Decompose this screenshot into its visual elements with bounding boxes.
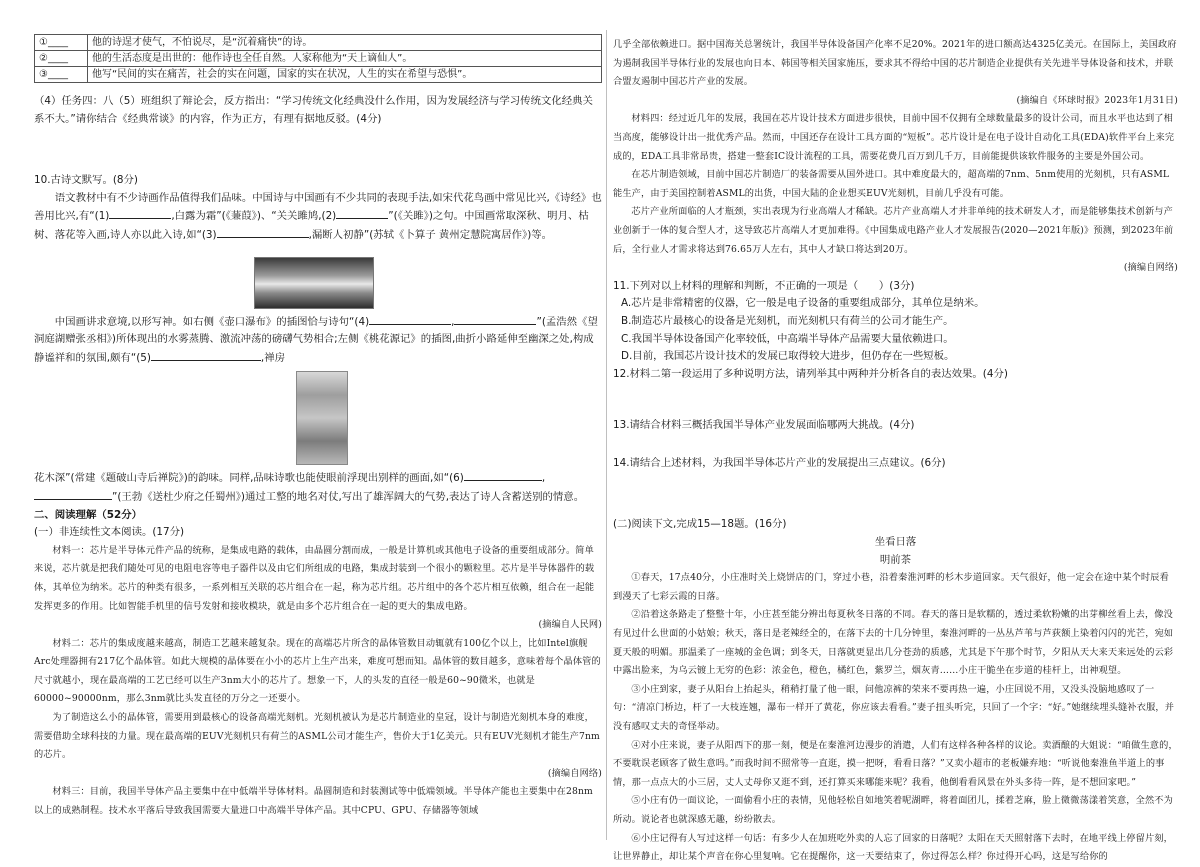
essay-paragraph-2: ②沿着这条路走了整整十年，小庄甚至能分辨出每夏秋冬日落的不同。春天的落日是软糯的，透过柔软粉嫩的出芽柳丝看上去，像没有见过什么世面的小姑娘；秋天，落日是老辣经全的，在落下去的十几分钟里，秦淮河畔的一丛丛芦苇与芦荻额上染着闪闪的光芒，宛如夏天般的明媚。那温柔了一座城的金色调；到冬天，日落就更显出几分苍劲的质感，尤其是下午那个时节，夕阳从天大来天来远处的云彩中露出脸来，为乌云镀上无穷的色彩：浓金色，橙色，橘红色，紫罗兰，烟灰青……小庄干脆坐在步道的桂杆上，出神观望。 [613,609,1174,677]
table-cell-value: 他的生活态度是出世的：他作诗也全任自然。人家称他为“天上谪仙人”。 [88,51,602,67]
q14-stem: 14.请结合上述材料，为我国半导体芯片产业的发展提出三点建议。(6分) [613,456,946,469]
table-row [35,51,602,67]
answer-blank-5[interactable] [151,349,261,361]
right-column [613,36,1178,867]
material-2-paragraph-2: 为了制造这么小的晶体管，需要用到最核心的设备高端光刻机。光刻机被认为是芯片制造业的皇冠，设计与制造光刻机本身的难度，需要借助全球科技的力量。现在最高端的EUV光刻机只有荷兰的ASML公司才能生产，售价大于1亿美元。只有EUV光刻机才能生产7nm的芯片。 [34,712,600,761]
essay-paragraph-3: ③小庄到家，妻子从阳台上抬起头，稍稍打量了他一眼，问他凉裤的荣来不要再热一遍，小庄回说不用，又没头没脑地感叹了一句：“清凉门桥边，杆了一大枝连翘，瀑布一样开了黄花，你应该去看看。”妻子扭头听完，只回了一个字：“好。”她继续埋头缝补衣服，并没有感叹丈夫的奇怪举动。 [613,683,1175,732]
material-3-source: (摘编自《环球时报》2023年1月31日) [1016,94,1178,106]
answer-blank-4b[interactable] [454,313,536,325]
q10-paragraph-3: 花木深”(常建《题破山寺后禅院》)的韵味。同样,品味诗歌也能使眼前浮现出别样的画面,如“(6) ,”(王勃《送杜少府之任蜀州》)通过工整的地名对仗,写出了雄浑阔大的气势,表达了诗人含蓄送别的情意。 [34,469,602,506]
material-4-paragraph-2: 在芯片制造领域，目前中国芯片制造厂的装备需要从国外进口。其中难度最大的，超高端的7nm、5nm使用的光刻机，只有ASML能生产，由于美国控制着ASML的出货，中国大陆的企业想买EUV光刻机，目前几乎没有可能。 [613,169,1170,199]
answer-blank-2[interactable] [336,207,388,219]
table-cell-key[interactable]: ③____ [35,67,88,83]
answer-blank-6b[interactable] [34,488,112,500]
q9-task4: （4）任务四：八（5）班组织了辩论会，反方指出：“学习传统文化经典没什么作用，因为发展经济与学习传统文化经典关系不大。”请你结合《经典常谈》的内容，作为正方，有理有据地反驳。(4分) [34,95,593,125]
left-column [34,34,602,821]
answer-blank-6a[interactable] [464,469,542,481]
table-cell-key[interactable]: ①____ [35,35,88,51]
material-1-source: (摘编自人民网) [538,619,602,631]
material-2-paragraph-1: 材料二：芯片的集成度越来越高，制造工艺越来越复杂。现在的高端芯片所含的晶体管数目动辄就有100亿个以上，比如Intel旗舰Arc处理器拥有217亿个晶体管。如此大规模的晶体要在小小的芯片上生产出来，难度可想而知。晶体管的数目越多，意味着每个晶体管的尺寸就越小，现在最高端的工艺已经可以生产3nm大小的芯片了。想象一下，人的头发的直径一般是60~90微米，也就是60000~90000nm，那么3nm就比头发直径的万分之一还要小。 [34,637,601,705]
q12-stem: 12.材料二第一段运用了多种说明方法，请列举其中两种并分析各自的表达效果。(4分) [613,367,1008,380]
answer-blank-4a[interactable] [369,313,451,325]
answer-blank-1[interactable] [109,207,171,219]
essay-title: 坐看日落 [874,536,917,549]
table-cell-value: 他写“民间的实在痛苦，社会的实在问题，国家的实在状况，人生的实在希望与恐惧”。 [88,67,602,83]
material-4-source: (摘编自网络) [1123,262,1178,274]
q11-option-a[interactable]: A.芯片是非常精密的仪器，它一般是电子设备的重要组成部分，其单位是纳米。 [621,297,985,310]
q13-stem: 13.请结合材料三概括我国半导体产业发展面临哪两大挑战。(4分) [613,419,915,432]
section-reading-title: 二、阅读理解（52分） [34,508,142,521]
peach-blossom-spring-illustration [296,371,348,465]
material-2-source: (摘编自网络) [547,767,602,779]
section-b-title: (二)阅读下文,完成15—18题。(16分) [613,518,787,531]
essay-paragraph-1: ①春天，17点40分，小庄准时关上烧饼店的门，穿过小巷，沿着秦淮河畔的杉木步道回家。天气很好，他一定会在途中某个时辰看到漫天了七彩云霞的日落。 [613,572,1169,602]
material-3-part-1: 材料三：目前，我国半导体产品主要集中在中低端半导体材料。晶圆制造和封装测试等中低端领域。半导体产能也主要集中在28nm以上的成熟制程。技术水平落后导致我国需要大量进口中高端半导体产品。其中CPU、GPU、存储器等领域 [34,786,593,817]
material-3-part-2: 几乎全部依赖进口。据中国海关总署统计，我国半导体设备国产化率不足20%。2021年的进口额高达4325亿美元。在国际上，美国政府为遏制我国半导体行业的发展也向日本、韩国等相关国家施压，要求其不得给中国的芯片制造企业提供有关先进半导体设备和技术，并联合盟友遏制中国芯片产业的发展。 [613,39,1177,88]
q11-option-d[interactable]: D.目前，我国芯片设计技术的发展已取得较大进步，但仍存在一些短板。 [621,350,955,363]
q10-paragraph-1: 语文教材中有不少诗画作品值得我们品味。中国诗与中国画有不少共同的表现手法,如宋代花鸟画中常见比兴,《诗经》也善用比兴,有“(1) ,白露为霜”(《蒹葭》)、“关关雎鸠,(2) ”(《关雎》)之句。中国画常取深秋、明月、枯树、落花等入画,诗人亦以此入诗,如“(3) ,漏断人初静”(苏轼《卜算子 黄州定慧院寓居作》)等。 [34,191,602,241]
q11-option-c[interactable]: C.我国半导体设备国产化率较低，中高端半导体产品需要大量依赖进口。 [621,332,954,345]
hukou-waterfall-illustration [254,257,374,309]
table-row [35,35,602,51]
essay-author: 明前茶 [879,553,912,566]
essay-paragraph-4: ④对小庄来说，妻子从阳西下的那一刻，便是在秦淮河边漫步的消遣，人们有这样各种各样的议论。卖酒酿的大姐说：“咱做生意的，不要耽误老顾客了做生意吗。”而我时间不照常等一直逛，摸一把呀，看看日落？”又卖小超市的老板嫌弃地：“听说他秦淮鱼半道上的事情，那一点点大的小三居，丈人丈母你又逛不到，还打算买来哪能来呢？我看，他倒看看风景在外头多待一阵，是不想回家吧。” [613,739,1178,788]
material-4-paragraph-3: 芯片产业所面临的人才瓶颈，实出表现为行业高端人才稀缺。芯片产业高端人才并非单纯的技术研发人才，而是能够集技术创新与产业创新于一体的复合型人才，这导致芯片高端人才更加难得。《中国集成电路产业人才发展报告(2020—2021年版)》预测，到2023年前后，全行业人才需求将达到76.65万人左右，其中人才缺口将达到20万。 [613,206,1174,255]
essay-paragraph-6: ⑥小庄记得有人写过这样一句话：有多少人在加班吃外卖的人忘了回家的日落呢？太阳在天天照射落下去时，在地平线上停留片刻，让世界静止，却让某个声音在你心里复响。它在提醒你，这一天要结束了，你过得怎么样？你过得开心吗，这是写给你的 [613,832,1173,863]
q11-option-b[interactable]: B.制造芯片最核心的设备是光刻机，而光刻机只有荷兰的公司才能生产。 [621,314,954,327]
essay-paragraph-5: ⑤小庄有仍一面议论，一面偷看小庄的表情，见他轻松自如地笑着呢湖畔，将着面团儿，揉着芝麻，脸上微微荡漾着笑意，全然不为所动。说论者也就深感无趣，纷纷散去。 [613,795,1173,825]
material-4-paragraph-1: 材料四：经过近几年的发展，我国在芯片设计技术方面进步很快，目前中国不仅拥有全球数量最多的设计公司，而且水平也达到了相当高度，能够设计出一批优秀产品。然而，中国还存在设计工具方面的“短板”。芯片设计是在电子设计自动化工具(EDA)软件平台上来完成的，EDA工具非常昂贵，搭建一整套IC设计流程的工具，需要花费几百万到几千万，目前能提供该软件服务的主要是外国公司。 [613,113,1175,162]
answer-blank-3[interactable] [217,226,309,238]
table-cell-key[interactable]: ②____ [35,51,88,67]
poet-matching-table [34,34,602,83]
table-row [35,67,602,83]
column-divider [606,30,607,840]
table-cell-value: 他的诗逞才使气，不怕说尽，是“沉着痛快”的诗。 [88,35,602,51]
section-reading-subtitle: (一）非连续性文本阅读。(17分) [34,526,185,539]
q10-title: 10.古诗文默写。(8分) [34,174,138,187]
q10-paragraph-2: 中国画讲求意境,以形写神。如右侧《壶口瀑布》的插图恰与诗句“(4) , ”(孟浩然《望洞庭湖赠张丞相》)所体现出的水雾蒸腾、激流冲荡的磅礴气势相合;左侧《桃花源记》的插图,曲折小路延伸至幽深之处,构成静谧祥和的氛围,颇有“(5) ,禅房 [34,313,602,368]
material-1: 材料一：芯片是半导体元件产品的统称，是集成电路的载体，由晶圆分割而成，一般是计算机或其他电子设备的重要组成部分。简单来说，芯片就是把我们随处可见的电阻电容等电子器件以及由它们所组成的电路，集成封装到一个很小的颗粒里。芯片是半导体器件的载体，其单位为纳米。芯片的种类有很多，一系列相互关联的芯片组合在一起，称为芯片组。芯片组中的各个芯片相互依赖，组合在一起能发挥更多的作用。比如智能手机里的信号发射和接收模块，就是由多个芯片组合在一起的更大的集成电路。 [34,544,595,612]
q11-stem: 11.下列对以上材料的理解和判断，不正确的一项是（ ）(3分) [613,279,915,292]
